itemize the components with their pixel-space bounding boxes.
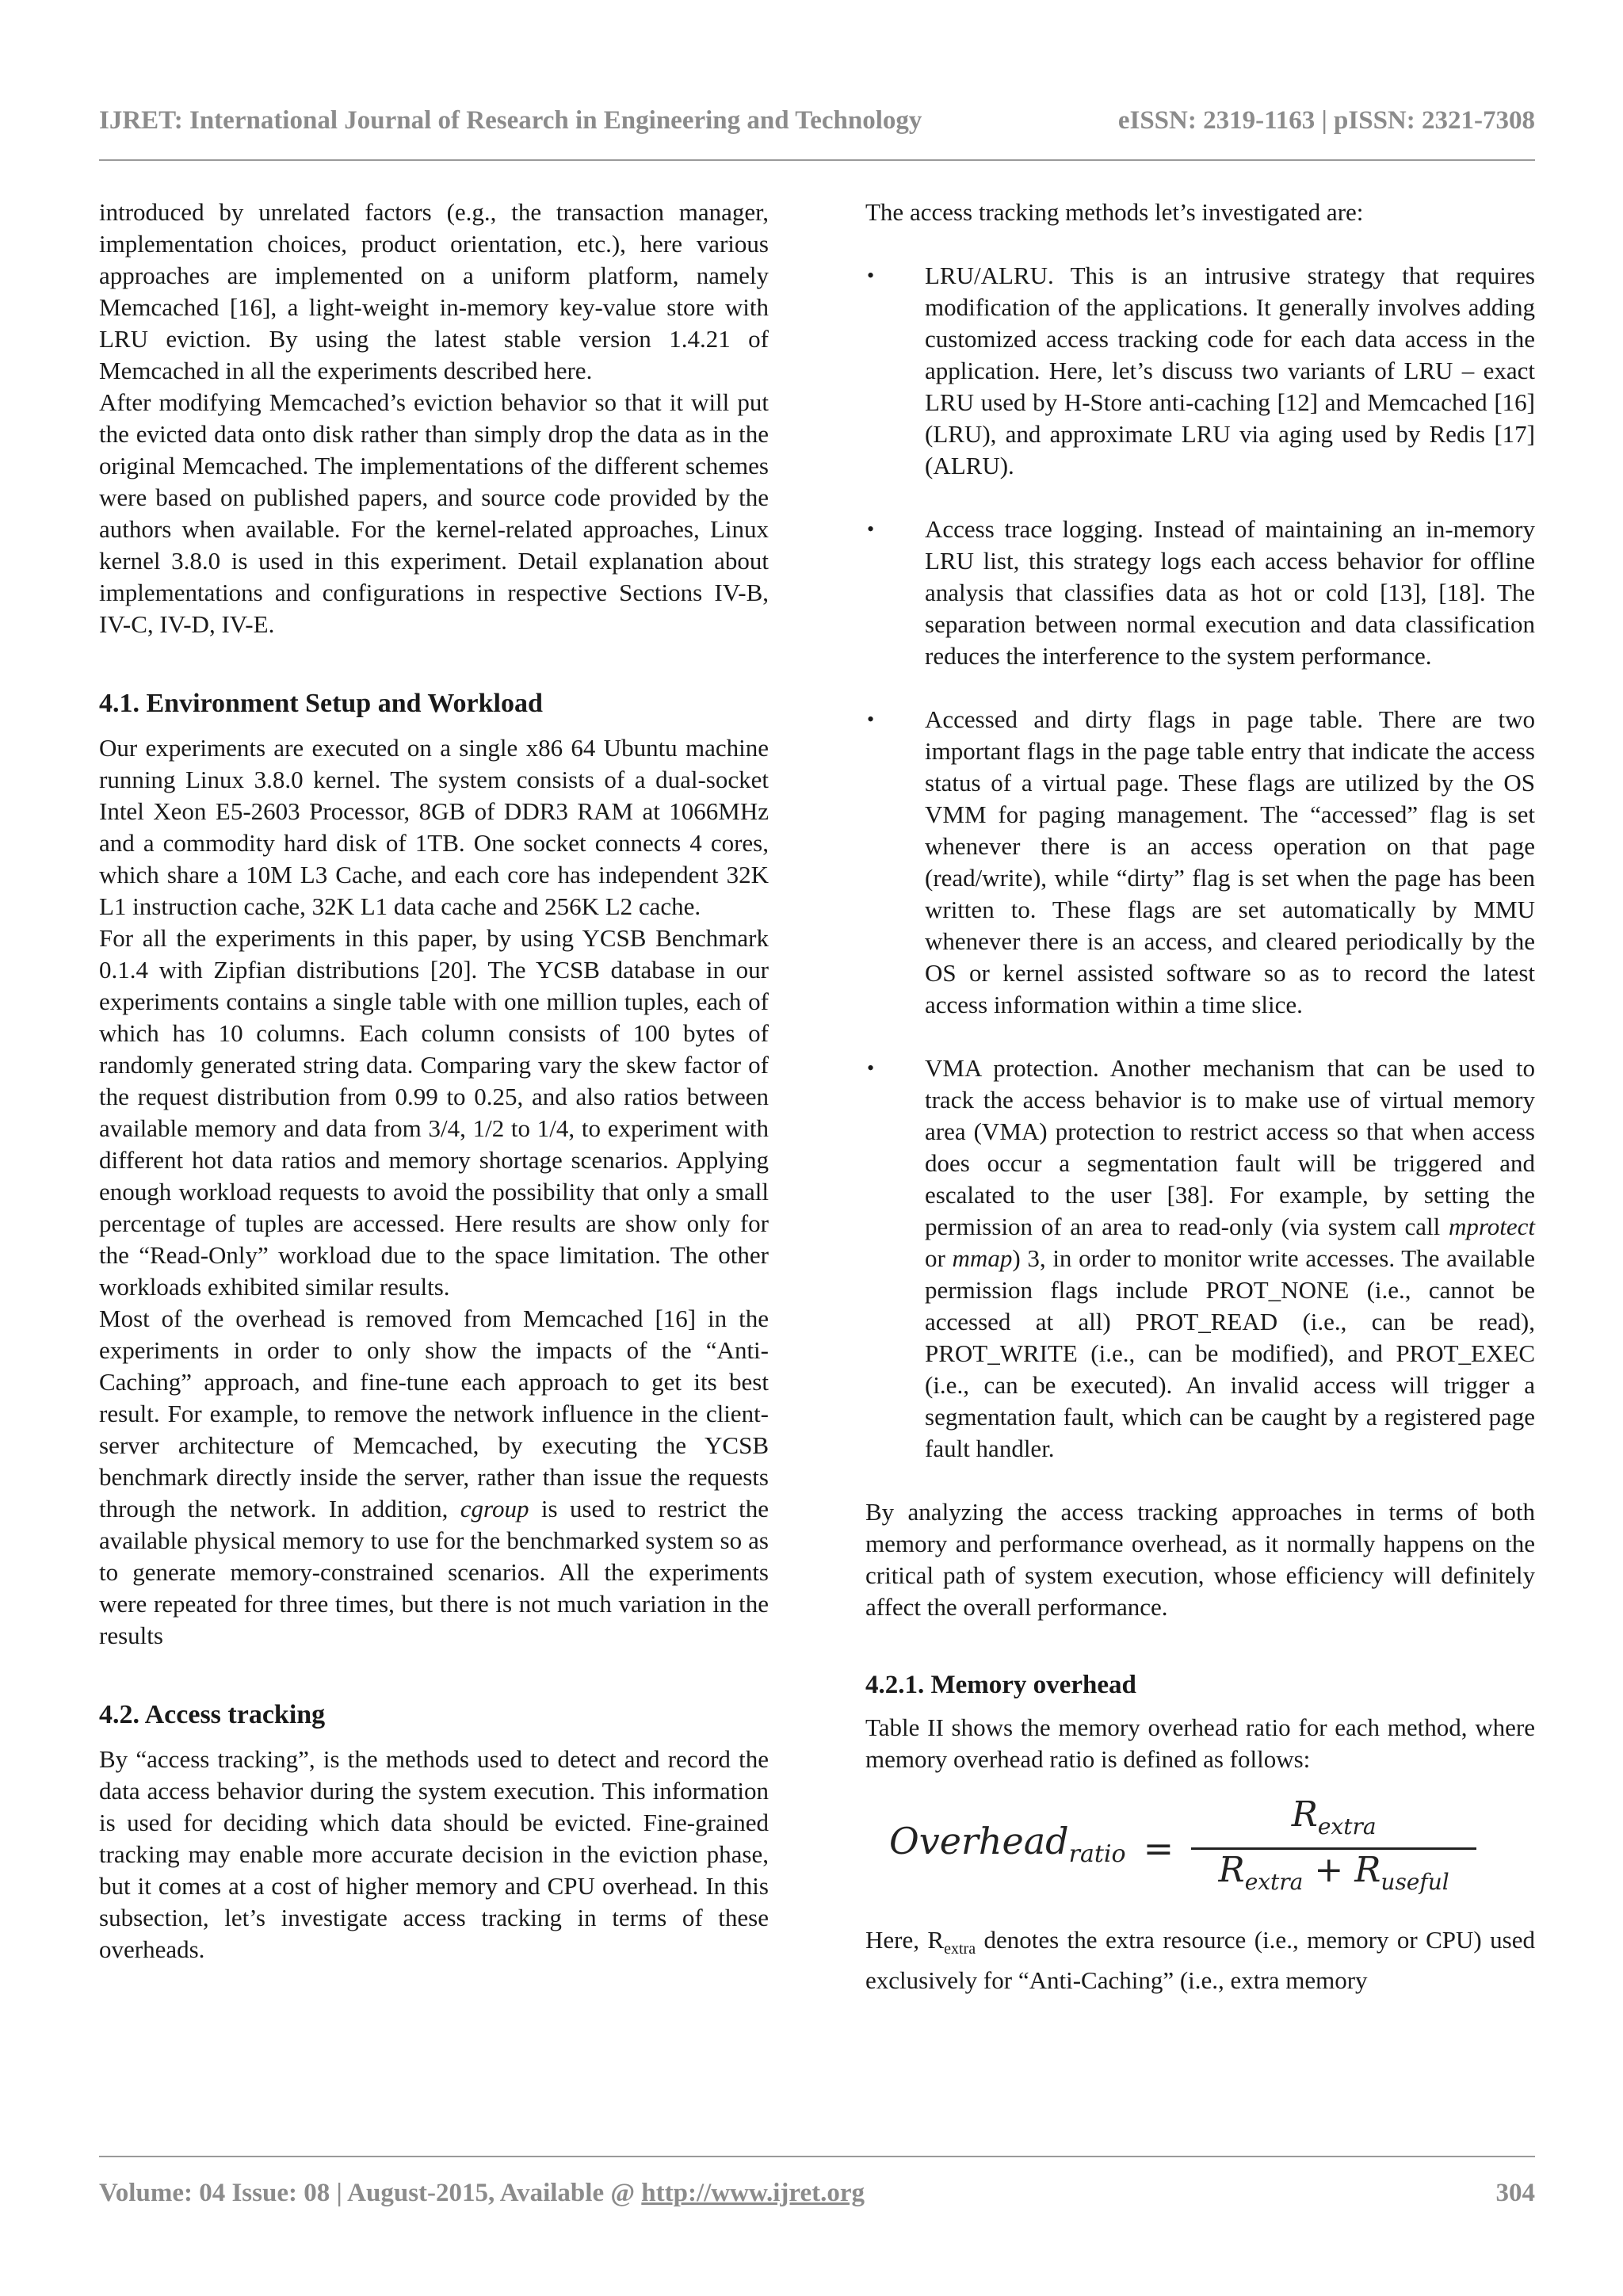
bullet-icon: • — [867, 1056, 875, 1079]
header-rule — [99, 159, 1535, 161]
left-column — [99, 197, 769, 1966]
list-item: • Access trace logging. Instead of maintaining an in-memory LRU list, this strategy logs each access behavior for offline analysis that classifies data as hot or cold [13], [18]. The separation between normal execution and data classification reduces the interference to the system performance. — [867, 515, 1535, 670]
heading-access-tracking: 4.2. Access tracking — [99, 1700, 326, 1729]
issn-info: eISSN: 2319-1163 | pISSN: 2321-7308 — [1117, 105, 1535, 135]
overhead-ratio-formula: Overhead$_{ratio}$ = $\frac{R_{extra}}{R_{extra} + R_{useful}}$ — [889, 1793, 1535, 1904]
heading-environment-setup: 4.1. Environment Setup and Workload — [99, 689, 543, 718]
paragraph-memcached-mod: After modifying Memcached’s eviction behavior so that it will put the evicted data onto disk rather than simply drop the data as in the original Memcached. The implementations of the different schemes were based on published papers, and source code provided by the authors when available. For the kernel-related approaches, Linux kernel 3.8.0 is used in this experiment. Detail explanation about implementations and configurations in respective Sections IV-B, IV-C, IV-D, IV-E. — [99, 388, 769, 638]
paragraph-access-tracking: By “access tracking”, is the methods used to detect and record the data access behavior during the system execution. This information is used for deciding which data should be evicted. Fine-grained tracking may enable more accurate decision in the eviction phase, but it comes at a cost of higher memory and CPU overhead. In this subsection, let’s investigate access tracking in terms of these overheads. — [99, 1745, 769, 1963]
footer-rule — [99, 2156, 1535, 2157]
paragraph-intro: introduced by unrelated factors (e.g., the transaction manager, implementation choices, product orientation, etc.), here various approaches are implemented on a uniform platform, namely Memcached [16], a light-weight in-memory key-value store with LRU eviction. By using the latest stable version 1.4.21 of Memcached in all the experiments described here. — [99, 198, 769, 384]
journal-link[interactable]: http://www.ijret.org — [641, 2178, 865, 2207]
page-header — [99, 97, 1535, 144]
journal-title: IJRET: International Journal of Research in Engineering and Technology — [99, 105, 922, 135]
cgroup-term: cgroup — [460, 1495, 529, 1522]
right-column — [865, 197, 1535, 1996]
list-item: • VMA protection. Another mechanism that can be used to track the access behavior is to make use of virtual memory area (VMA) protection to restrict access so that when access does occur a segmentation fault will be triggered and escalated to the user [38]. For example, by setting the permission of an area to read-only (via system call mprotect or mmap) 3, in order to monitor write accesses. The available permission flags include PROT_NONE (i.e., cannot be accessed at all) PROT_READ (i.e., can be read), PROT_WRITE (i.e., can be modified), and PROT_EXEC (i.e., can be executed). An invalid access will trigger a segmentation fault, which can be caught by a registered page fault handler. — [867, 1054, 1536, 1462]
heading-memory-overhead: 4.2.1. Memory overhead — [865, 1671, 1136, 1699]
footer-volume-info: Volume: 04 Issue: 08 | August-2015, Available @ http://www.ijret.org — [99, 2178, 865, 2207]
paragraph-hardware: Our experiments are executed on a single x86 64 Ubuntu machine running Linux 3.8.0 kernel. The system consists of a dual-socket Intel Xeon E5-2603 Processor, 8GB of DDR3 RAM at 1066MHz and a commodity hard disk of 1TB. One socket connects 4 cores, which share a 10M L3 Cache, and each core has independent 32K L1 instruction cache, 32K L1 data cache and 256K L2 cache. — [99, 734, 769, 920]
paragraph-ycsb: For all the experiments in this paper, by using YCSB Benchmark 0.1.4 with Zipfian distributions [20]. The YCSB database in our experiments contains a single table with one million tuples, each of which has 10 columns. Each column consists of 100 bytes of randomly generated string data. Comparing vary the skew factor of the request distribution from 0.99 to 0.25, and also ratios between available memory and data from 3/4, 1/2 to 1/4, to experiment with different hot data ratios and memory shortage scenarios. Applying enough workload requests to avoid the possibility that only a small percentage of tuples are accessed. Here results are show only for the “Read-Only” workload due to the space limitation. The other workloads exhibited similar results. — [99, 924, 769, 1301]
paragraph-table-ref: Table II shows the memory overhead ratio for each method, where memory overhead ratio is defined as follows: — [865, 1713, 1535, 1773]
bullet-icon: • — [867, 518, 875, 541]
bullet-icon: • — [867, 708, 875, 731]
list-item: • LRU/ALRU. This is an intrusive strategy that requires modification of the applications. It generally involves adding customized access tracking code for each data access in the application. Here, let’s discuss two variants of LRU – exact LRU used by H-Store anti-caching [12] and Memcached [16] (LRU), and approximate LRU via aging used by Redis [17] (ALRU). — [867, 262, 1535, 479]
paragraph-methods-intro: The access tracking methods let’s investigated are: — [865, 198, 1364, 226]
bullet-icon: • — [867, 264, 875, 287]
paragraph-rextra: Here, $R_{extra}$ denotes the extra resource (i.e., memory or CPU) used exclusively for “Anti-Caching” (i.e., extra memory — [865, 1926, 1536, 1995]
paragraph-analysis: By analyzing the access tracking approaches in terms of both memory and performance overhead, as it normally happens on the critical path of system execution, whose efficiency will definitely affect the overall performance. — [865, 1498, 1535, 1621]
list-item: • Accessed and dirty flags in page table. There are two important flags in the page table entry that indicate the access status of a virtual page. These flags are utilized by the OS VMM for paging management. The “accessed” flag is set whenever there is an access operation on that page (read/write), while “dirty” flag is set when the page has been written to. These flags are set automatically by MMU whenever there is an access, and cleared periodically by the OS or kernel assisted software so as to record the latest access information within a time slice. — [867, 705, 1535, 1018]
page-number: 304 — [1495, 2178, 1535, 2207]
paragraph-overhead-removal: Most of the overhead is removed from Memcached [16] in the experiments in order to only show the impacts of the “Anti-Caching” approach, and fine-tune each approach to get its best result. For example, to remove the network influence in the client-server architecture of Memcached, by executing the YCSB benchmark directly inside the server, rather than issue the requests through the network. In addition, cgroup is used to restrict the available physical memory to use for the benchmarked system so as to generate memory-constrained scenarios. All the experiments were repeated for three times, but there is not much variation in the results — [99, 1305, 769, 1649]
page-footer — [99, 2173, 1535, 2213]
methods-list — [865, 260, 1535, 1465]
